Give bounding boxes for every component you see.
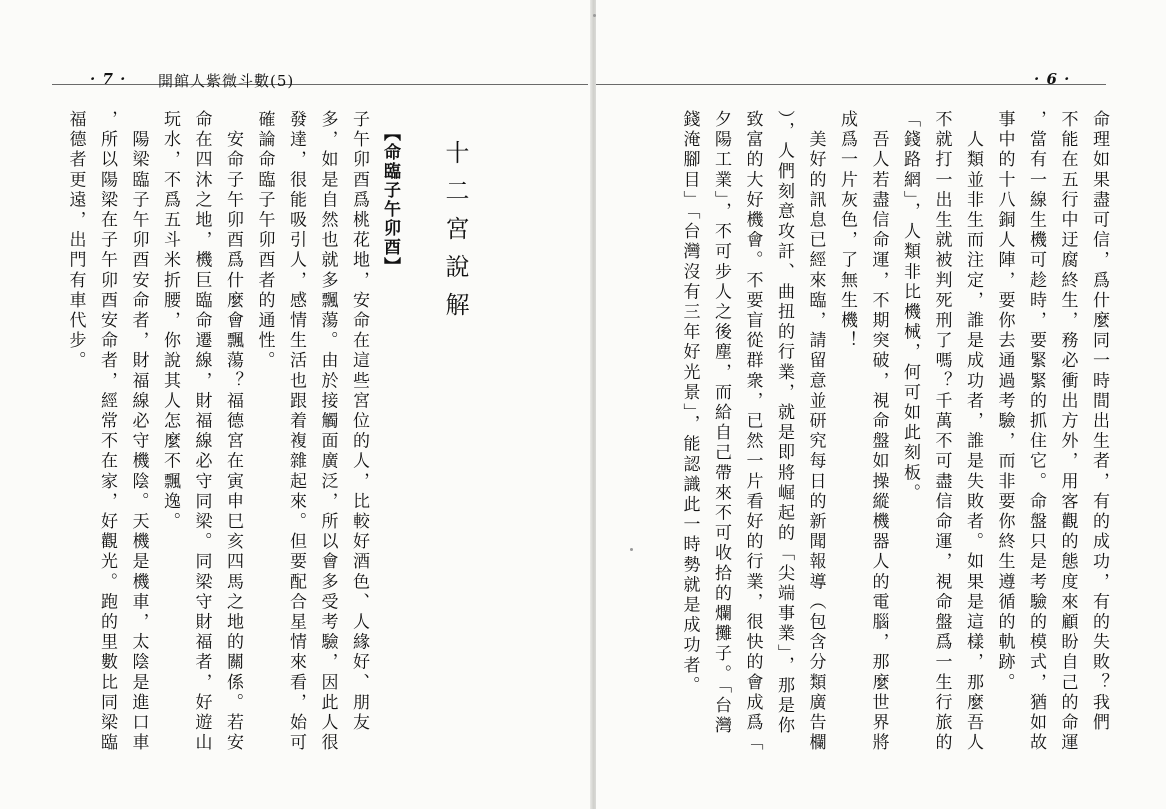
text-column: 玩水，不爲五斗米折腰，你說其人怎麼不飄逸。 [160, 110, 180, 533]
text-column: 致富的大好機會。不要盲從群衆，已然一片看好的行業，很快的會成爲「 [742, 110, 763, 754]
text-column: ，當有一線生機可趁時，要緊緊的抓住它。命盤只是考驗的模式，猶如故 [1026, 110, 1046, 754]
text-column: 事中的十八銅人陣，要你去通過考驗，而非要你終生遵循的軌跡。 [994, 110, 1015, 693]
text-column: 命在四沐之地，機巨臨命遷線，財福線必守同梁。同梁守財福者，好遊山 [191, 110, 212, 754]
text-column: 多，如是自然也就多飄蕩。由於接觸面廣泛，所以會多受考驗，因此人很 [317, 110, 338, 754]
text-column: 成爲一片灰色，了無生機！ [837, 110, 857, 352]
scan-speck [630, 548, 633, 551]
header-rule [52, 84, 588, 85]
running-head: 開館人紫微斗數(5) [158, 72, 295, 90]
page-number-left: · 7 · [90, 70, 127, 88]
text-column: 陽梁臨子午卯酉安命者，財福線必守機陰。天機是機車，太陰是進口車 [128, 110, 149, 754]
text-column: 夕陽工業」，不可步人之後塵，而給自己帶來不可收拾的爛攤子。「台灣 [711, 110, 731, 737]
text-column: 吾人若盡信命運，不期突破，視命盤如操縱機器人的電腦，那麼世界將 [868, 110, 889, 754]
text-column: 子午卯酉爲桃花地，安命在這些宮位的人，比較好酒色、人緣好、朋友 [349, 110, 369, 734]
right-body-text [674, 110, 1114, 758]
text-column: 人類並非生而注定，誰是成功者，誰是失敗者。如果是這樣，那麼吾人 [963, 110, 983, 754]
text-column: 確論命臨子午卯酉者的通性。 [254, 110, 275, 372]
text-column: ，所以陽梁在子午卯酉安命者，經常不在家，好觀光。跑的里數比同梁臨 [97, 110, 117, 754]
right-page [596, 0, 1166, 809]
text-column: 發達，很能吸引人，感情生活也跟着複雜起來。但要配合星情來看，始可 [286, 110, 306, 754]
text-column: 錢淹腳目」「台灣沒有三年好光景」，能認識此一時勢就是成功者。 [679, 110, 700, 696]
text-column: 不就打一出生就被判死刑了嗎？千萬不可盡信命運，視命盤爲一生行旅的 [931, 110, 952, 754]
chapter-title: 十二宮說解 [441, 140, 469, 330]
section-title: 【命臨子午卯酉】 [380, 124, 400, 276]
left-body-text [65, 110, 374, 758]
text-column: 「錢路網」，人類非比機械，何可如此刻板。 [900, 110, 920, 504]
page-number-right: · 6 · [1034, 70, 1071, 88]
scan-speck [593, 14, 596, 17]
header-rule [596, 84, 1106, 85]
text-column: 福德者更遠，出門有車代步。 [65, 110, 86, 372]
text-column: ），人們刻意攻訐、曲扭的行業，就是即將崛起的「尖端事業」，那是你 [774, 110, 794, 737]
text-column: 命理如果盡可信，爲什麼同一時間出生者，有的成功，有的失敗？我們 [1089, 110, 1109, 734]
text-column: 安命子午卯酉爲什麼會飄蕩？福德宮在寅申巳亥四馬之地的關係。若安 [223, 110, 243, 754]
text-column: 不能在五行中迂腐終生，務必衝出方外，用客觀的態度來顧盼自己的命運 [1057, 110, 1078, 754]
text-column: 美好的訊息已經來臨，請留意並研究每日的新聞報導（包含分類廣告欄 [805, 110, 826, 754]
